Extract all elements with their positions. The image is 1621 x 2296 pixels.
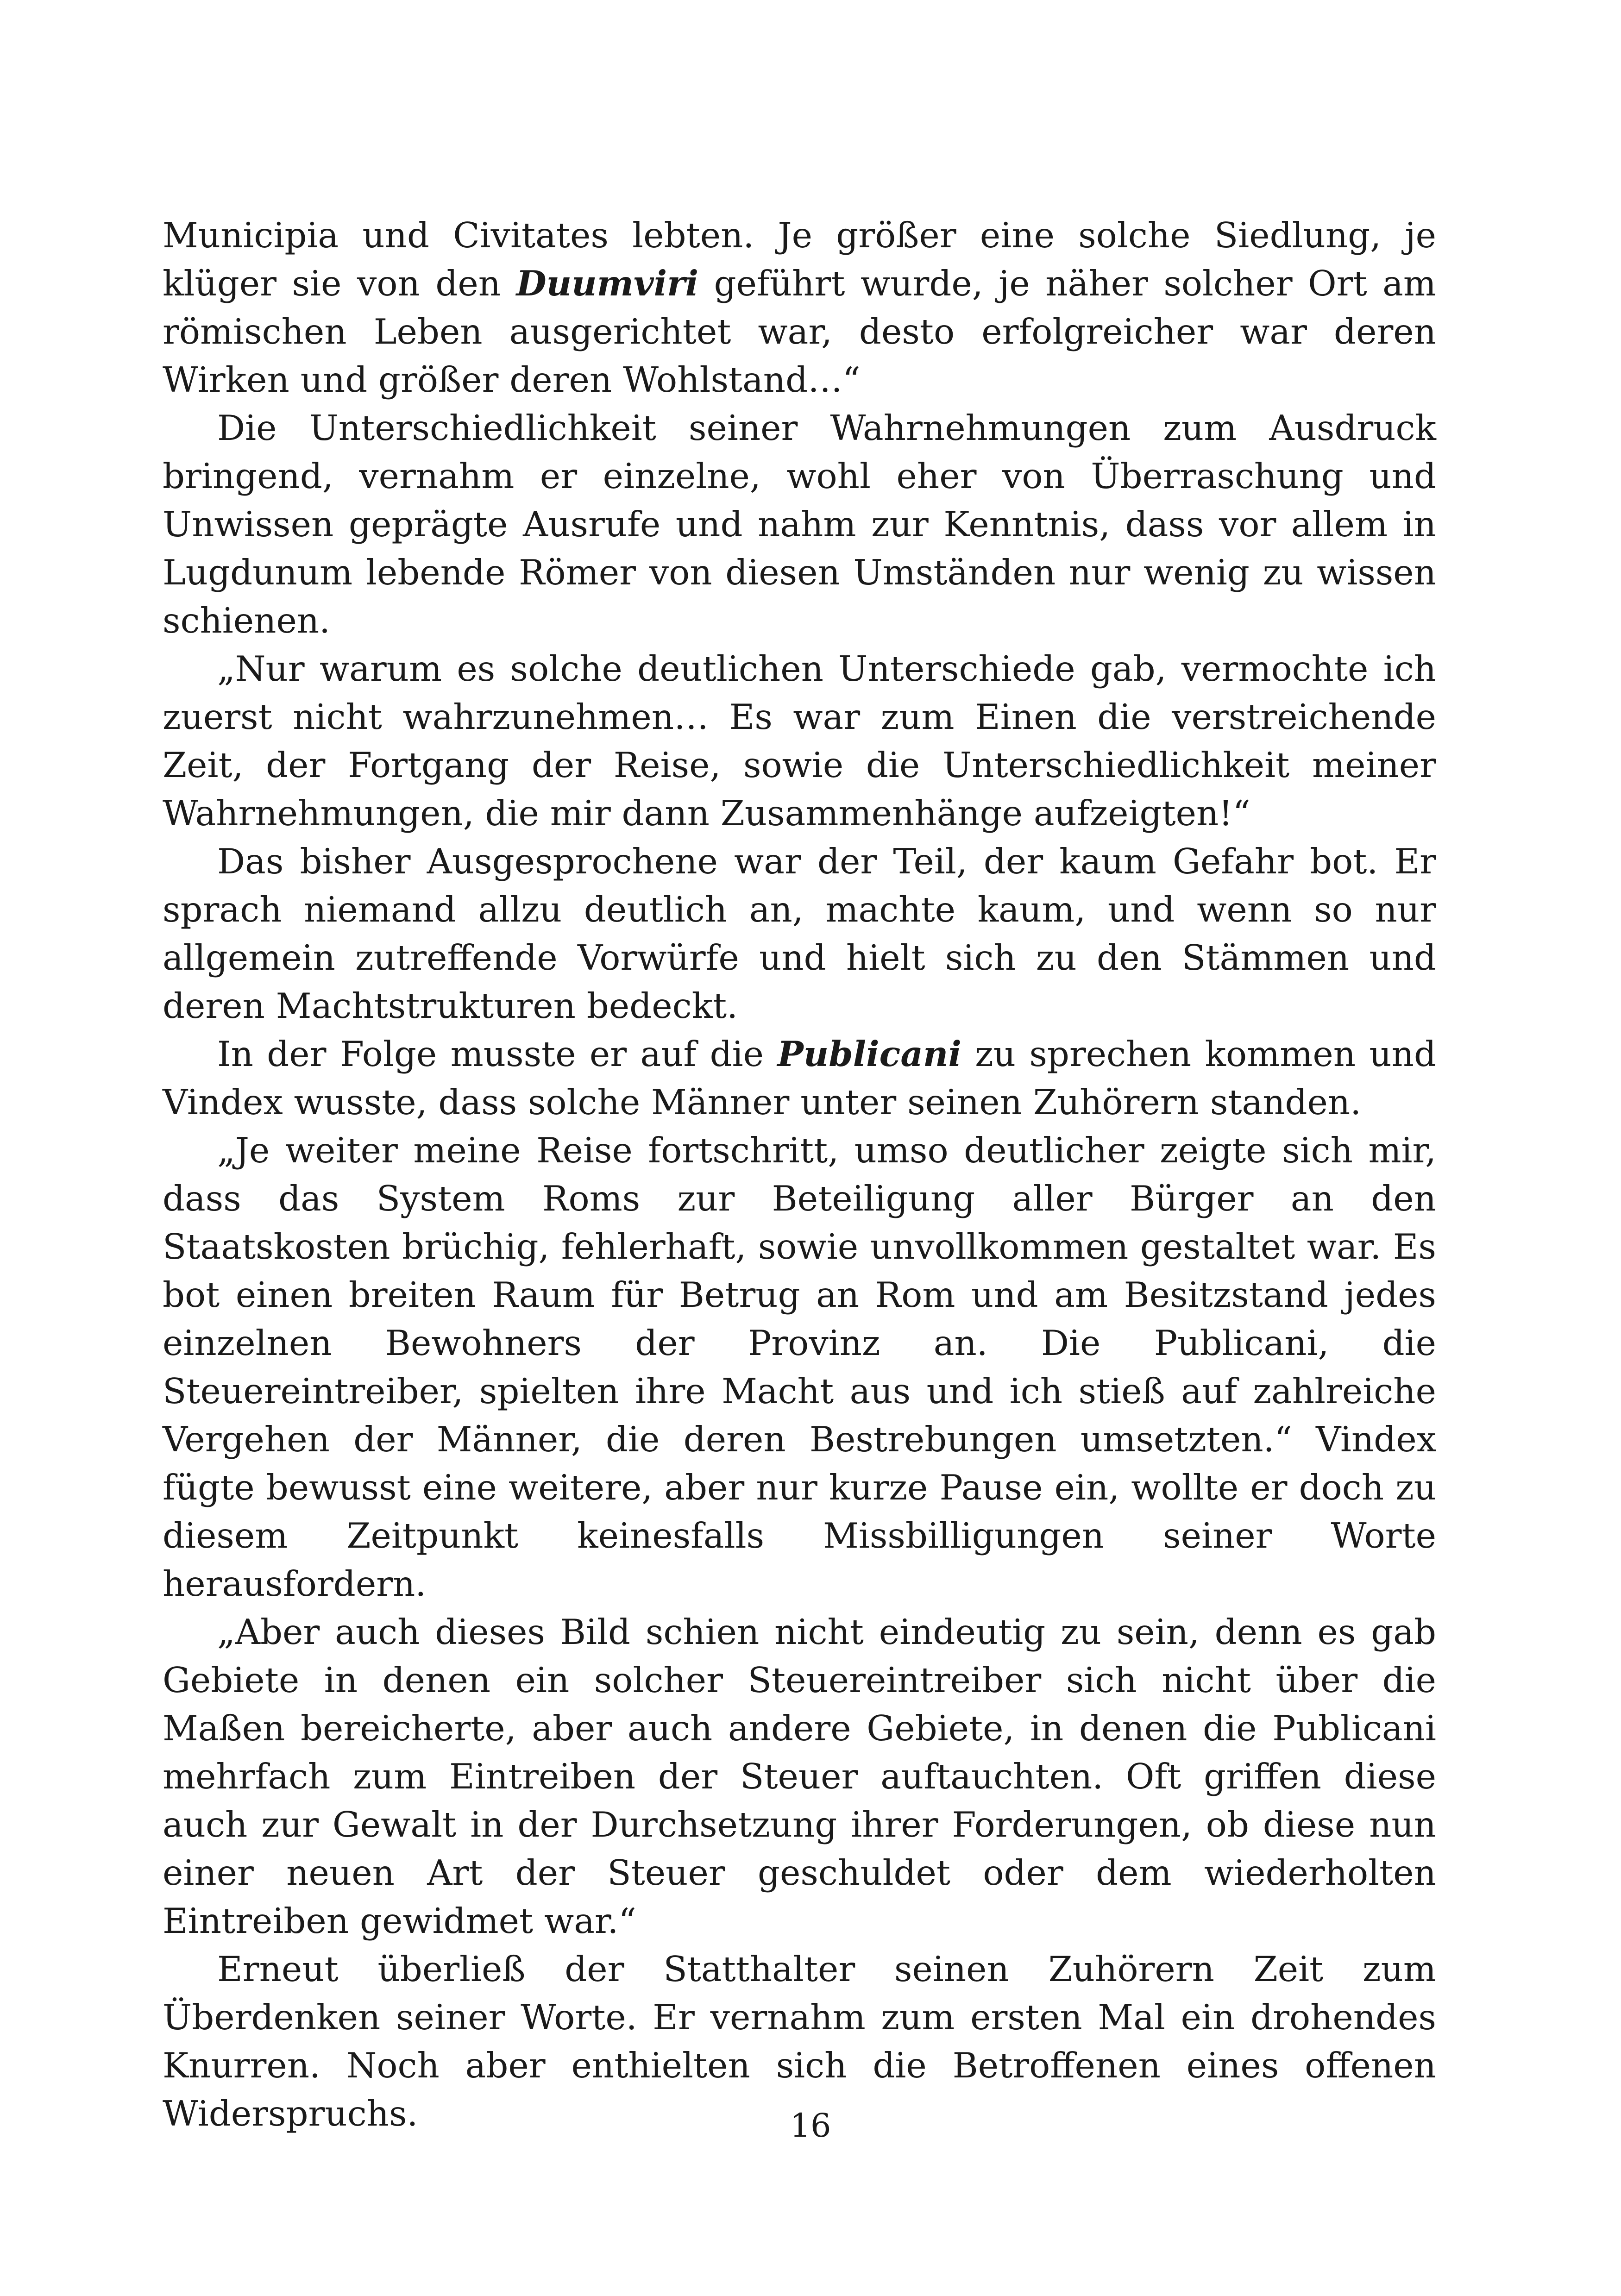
paragraph-3 [163,645,1436,837]
paragraph-7 [163,1608,1436,1945]
text-segment: „Nur warum es solche deutlichen Unterschiede gab, vermochte ich zuerst nicht wahrzunehmen… Es war zum Einen die verstreichende Zeit, der Fortgang der Reise, sowie die Unterschiedlichkeit meiner Wahrnehmungen, die mir dann Zusammenhänge aufzeigten!“ [163,648,1436,834]
body-text [163,211,1436,2138]
text-segment: geführt wurde, je näher solcher Ort am römischen Leben ausgerichtet war, desto erfolgreicher war deren Wirken und größer deren Wohlstand…“ [163,263,1436,400]
paragraph-2 [163,404,1436,645]
paragraph-6 [163,1126,1436,1608]
text-segment: Die Unterschiedlichkeit seiner Wahrnehmungen zum Ausdruck bringend, vernahm er einzelne, wohl eher von Überraschung und Unwissen geprägte Ausrufe und nahm zur Kenntnis, dass vor allem in Lugdunum lebende Römer von diesen Umständen nur wenig zu wissen schienen. [163,408,1436,641]
text-segment: Das bisher Ausgesprochene war der Teil, der kaum Gefahr bot. Er sprach niemand allzu deutlich an, machte kaum, und wenn so nur allgemein zutreffende Vorwürfe und hielt sich zu den Stämmen und deren Machtstrukturen bedeckt. [163,841,1436,1026]
text-segment: „Je weiter meine Reise fortschritt, umso deutlicher zeigte sich mir, dass das System Roms zur Beteiligung aller Bürger an den Staatskosten brüchig, fehlerhaft, sowie unvollkommen gestaltet war. Es bot einen breiten Raum für Betrug an Rom und am Besitzstand jedes einzelnen Bewohners der Provinz an. Die Publicani, die Steuereintreiber, spielten ihre Macht aus und ich stieß auf zahlreiche Vergehen der Männer, die deren Bestrebungen umsetzten.“ Vindex fügte bewusst eine weitere, aber nur kurze Pause ein, wollte er doch zu diesem Zeitpunkt keinesfalls Missbilligungen seiner Worte herausfordern. [163,1130,1436,1604]
text-segment: zu sprechen kommen und Vindex wusste, dass solche Männer unter seinen Zuhörern standen. [163,1034,1436,1123]
paragraph-1 [163,211,1436,404]
emphasized-term-publicani: Publicani [777,1034,961,1074]
paragraph-5 [163,1030,1436,1126]
text-segment: Municipia und Civitates lebten. Je größer eine solche Siedlung, je klüger sie von den [163,215,1436,304]
text-segment: „Aber auch dieses Bild schien nicht eindeutig zu sein, denn es gab Gebiete in denen ein solcher Steuereintreiber sich nicht über die Maßen bereicherte, aber auch andere Gebiete, in denen die Publicani mehrfach zum Eintreiben der Steuer auftauchten. Oft griffen diese auch zur Gewalt in der Durchsetzung ihrer Forderungen, ob diese nun einer neuen Art der Steuer geschuldet oder dem wiederholten Eintreiben gewidmet war.“ [163,1612,1436,1941]
page-number: 16 [790,2107,831,2145]
text-segment: Erneut überließ der Statthalter seinen Zuhörern Zeit zum Überdenken seiner Worte. Er vernahm zum ersten Mal ein drohendes Knurren. Noch aber enthielten sich die Betroffenen eines offenen Widerspruchs. [163,1949,1436,2134]
emphasized-term-duumviri: Duumviri [516,263,699,304]
paragraph-4 [163,837,1436,1030]
text-segment: In der Folge musste er auf die [217,1034,778,1074]
